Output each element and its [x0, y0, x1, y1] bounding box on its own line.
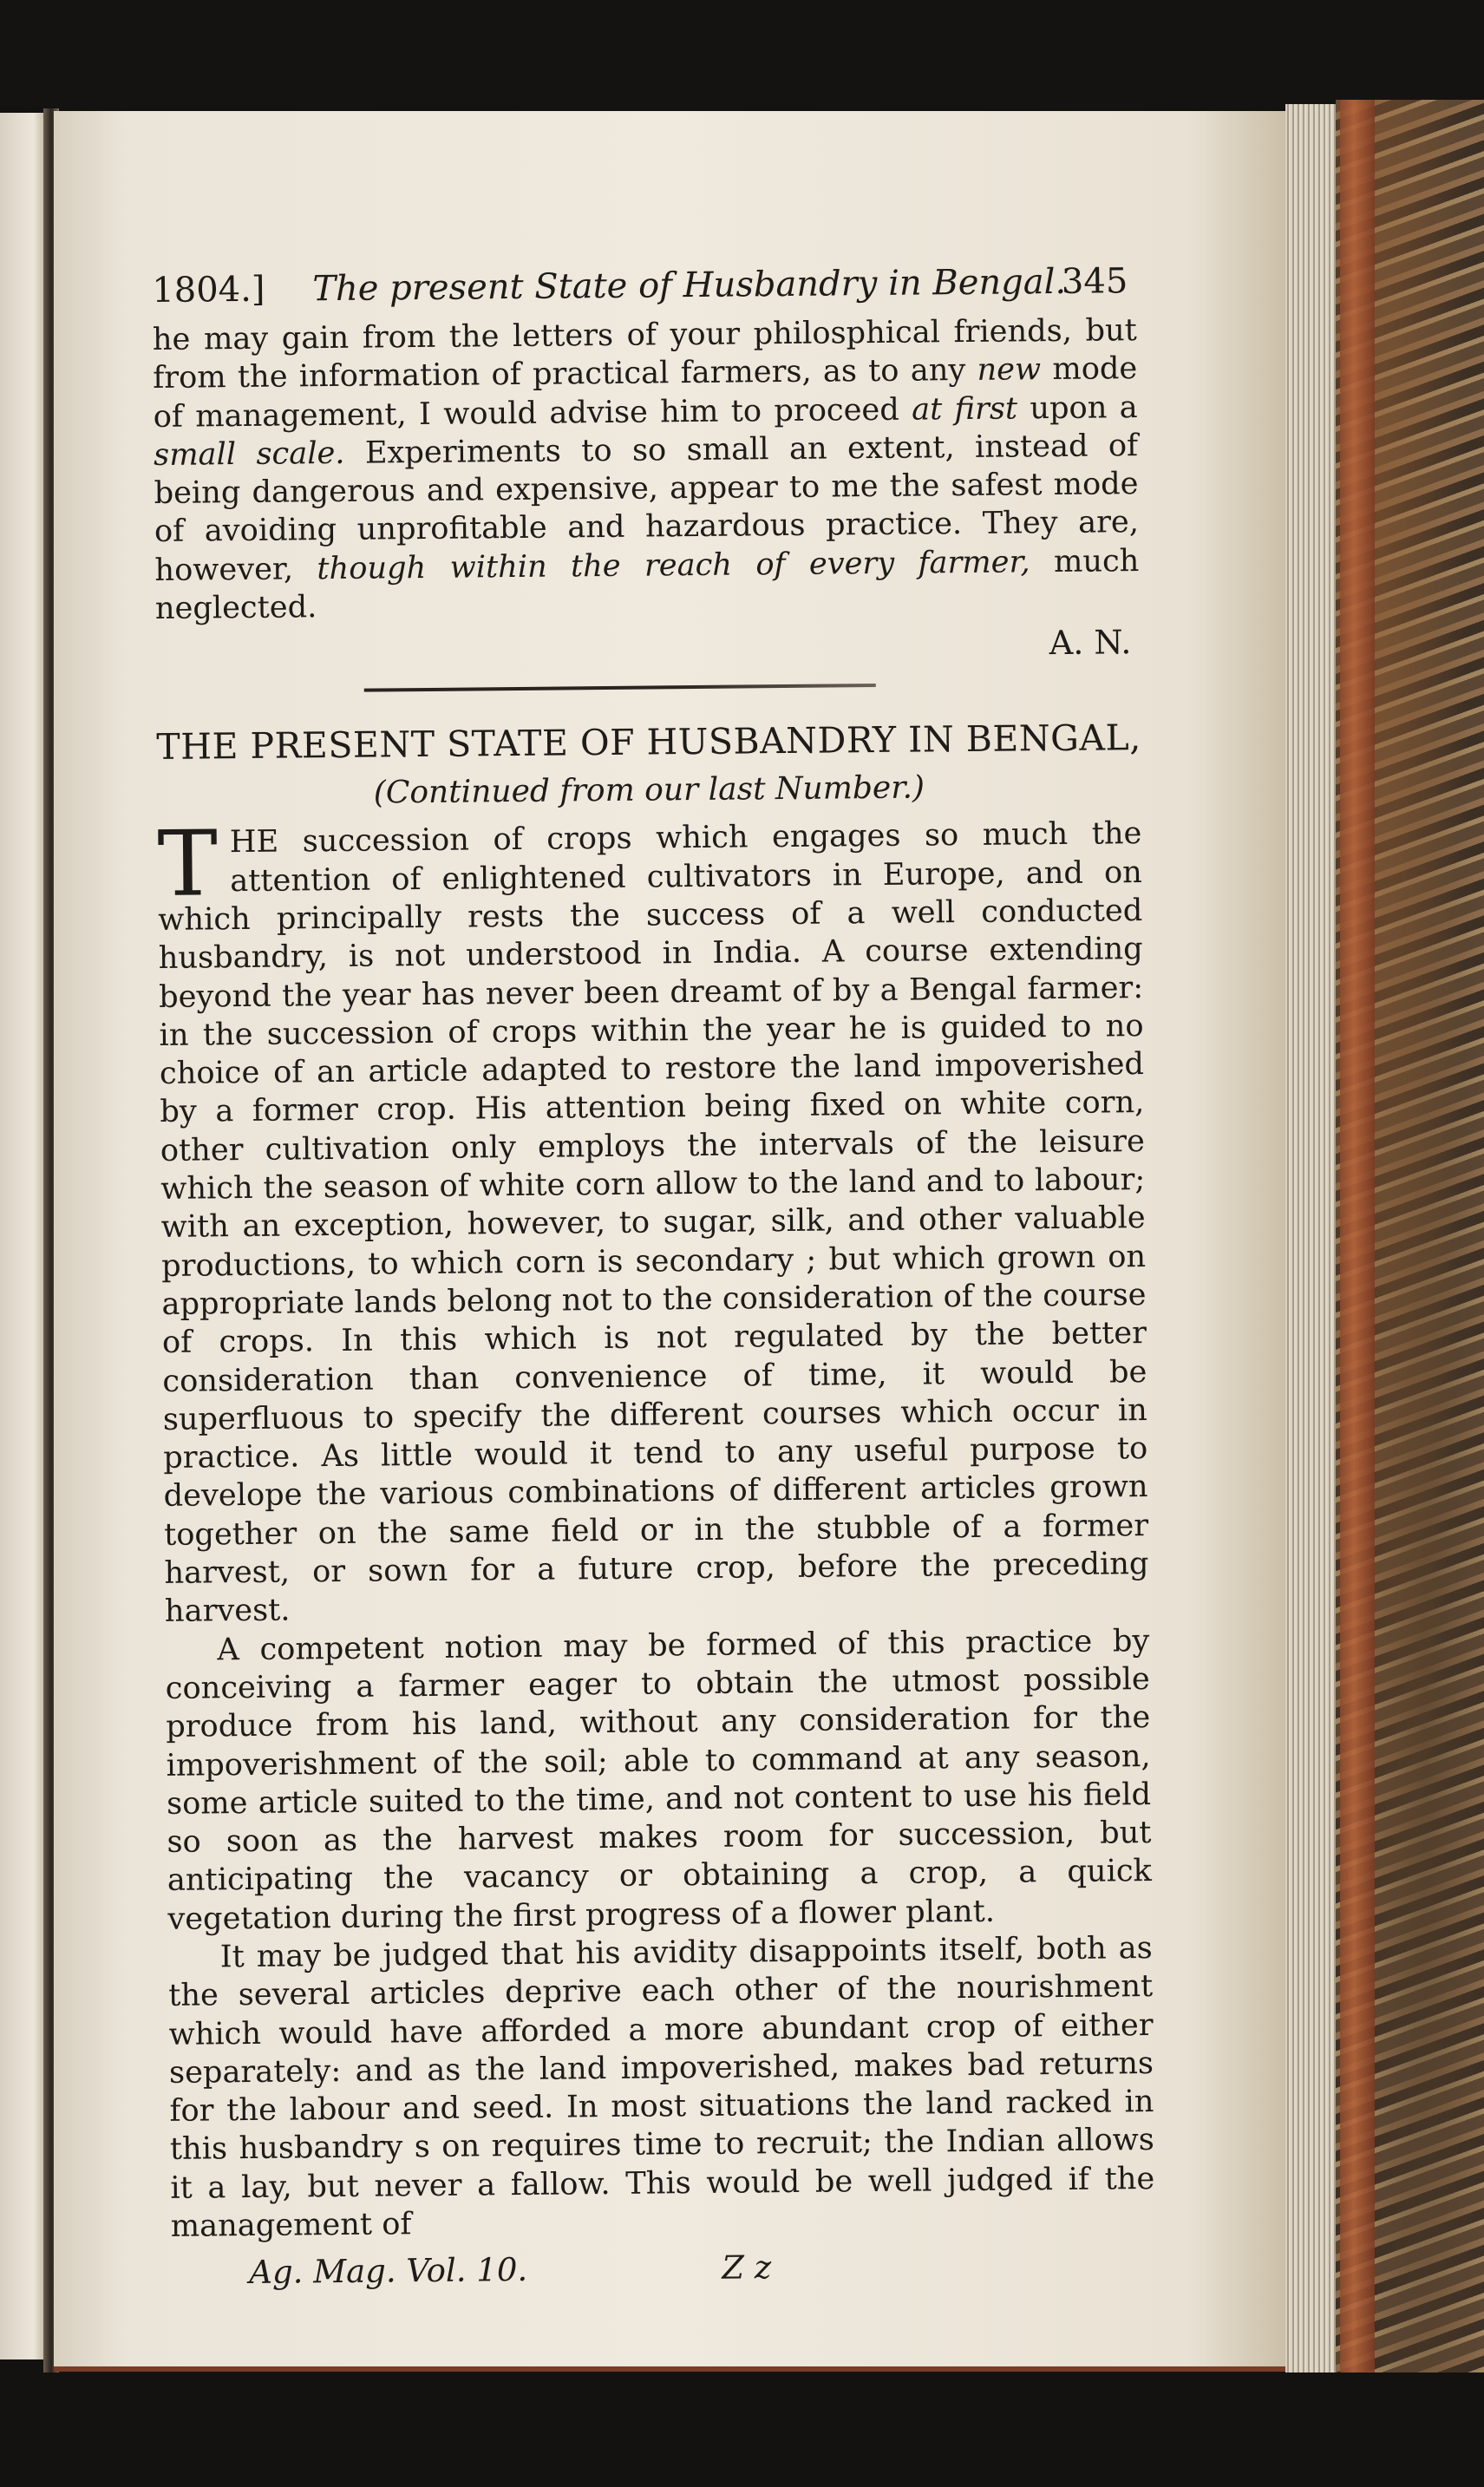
- article-paragraph-3: It may be judged that his avidity disappoints itself, both as the several articles deprive each other of the nourishment which would have afforded a more abundant crop of either separately: and as the land impoverished, makes bad returns for the labour and seed. In most situations the land racked in this husbandry s on requires time to recruit; the Indian allows it a lay, but never a fallow. This would be well judged if the management of: [168, 1930, 1155, 2244]
- page-footer: [171, 2240, 1155, 2298]
- leather-binding: [1340, 100, 1375, 2390]
- header-running-title: The present State of Husbandry in Bengal.: [312, 261, 1067, 310]
- text-run: mode of management, I would advise him to proceed: [153, 350, 1138, 435]
- article-subtitle: (Continued from our last Number.): [373, 769, 925, 811]
- running-header: [152, 251, 1137, 321]
- facing-page-edge: [0, 113, 48, 2359]
- text-run: Experiments to so small an extent, instead of being dangerous and expensive, appear to me the safest mode of avoiding unprofitable and hazardous practice. They are, however,: [154, 427, 1140, 588]
- text-run: he may gain from the letters of your philosphical friends, but from the information of practical farmers, as to any: [152, 312, 1138, 396]
- signature-mark: Z z: [722, 2248, 772, 2287]
- article-paragraph-2: A competent notion may be formed of this practice by conceiving a farmer eager to obtain the utmost possible produce from his land, without any consideration for the impoverishment of the soil; able to command at any season, some article suited to the time, and not content to use his field so soon as the harvest makes room for succession, but anticipating the vacancy or obtaining a crop, a quick vegetation during the first progress of a flower plant.: [165, 1622, 1153, 1937]
- text-run: much neglected.: [154, 542, 1140, 627]
- italic-run: new: [977, 351, 1042, 389]
- page-number: 345: [1061, 261, 1128, 302]
- italic-run: at first: [911, 390, 1018, 428]
- background-bottom: [0, 2372, 1484, 2487]
- article-body: [157, 810, 1155, 2246]
- italic-run: though within the reach of every farmer,: [317, 544, 1030, 586]
- preceding-paragraph: [153, 311, 1140, 628]
- header-year: 1804.]: [152, 269, 265, 311]
- text-run: upon a: [1017, 389, 1138, 427]
- author-signature: A. N.: [1049, 623, 1132, 663]
- background-top: [0, 0, 1484, 108]
- footer-signature: Ag. Mag. Vol. 10.: [249, 2251, 528, 2292]
- italic-run: small scale.: [153, 435, 345, 473]
- drop-cap: T: [157, 810, 219, 918]
- page-content: [152, 251, 1155, 2298]
- section-divider: [364, 684, 876, 692]
- page-edges: [1285, 104, 1337, 2377]
- article-paragraph-1: HE succession of crops which engages so much the attention of enlightened cultivators in Europe, and on which principally rests the success of a well conducted husbandry, is not understood in India. A course extending beyond the year has never been dreamt of by a Bengal farmer: in the succession of crops within the year he is guided to no choice of an article adapted to restore the land impoverished by a former crop. His attention being fixed on white corn, other cultivation only employs the intervals of the leisure which the season of white corn allow to the land and to labour; with an exception, however, to sugar, silk, and other valuable productions, to which corn is secondary ; but which grown on appropriate lands belong not to the consideration of the course of crops. In this which is not regulated by the better consideration than convenience of time, it would be superfluous to specify the different courses which occur in practice. As little would it tend to any useful purpose to develope the various combinations of different articles grown together on the same field or in the stubble of a former harvest, or sown for a future crop, before the preceding harvest.: [158, 815, 1149, 1630]
- article-title: THE PRESENT STATE OF HUSBANDRY IN BENGAL,: [156, 717, 1142, 769]
